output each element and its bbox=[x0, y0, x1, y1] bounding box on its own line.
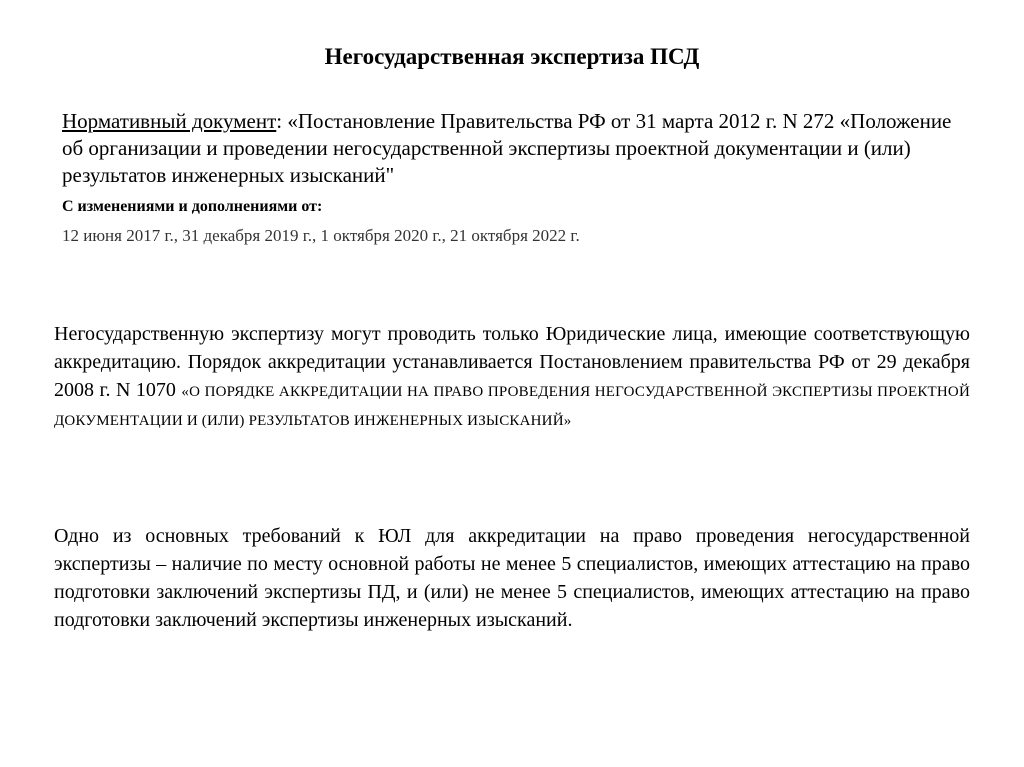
requirements-paragraph: Одно из основных требований к ЮЛ для аккредитации на право проведения негосударственной экспертизы – наличие по месту основной работы не менее 5 специалистов, имеющих аттестацию на право подготовки заключений экспертизы ПД, и (или) не менее 5 специалистов, имеющих аттестацию на право подготовки заключений экспертизы инженерных изысканий. bbox=[54, 525, 970, 631]
normative-text: «Постановление Правительства РФ от 31 марта 2012 г. N 272 «Положение об организации и проведении негосударственной экспертизы проектной документации и (или) результатов инженерных изысканий" bbox=[62, 109, 952, 187]
accreditation-text: Негосударственную экспертизу могут проводить только Юридические лица, имеющие соответствующую аккредитацию. Порядок аккредитации устанавливается Постановлением правительства РФ от 29 декабря 2008 г. N 1070 bbox=[54, 323, 970, 401]
normative-separator: : bbox=[276, 109, 288, 133]
changes-dates: 12 июня 2017 г., 31 декабря 2019 г., 1 октября 2020 г., 21 октября 2022 г. bbox=[62, 226, 580, 245]
normative-label: Нормативный документ bbox=[62, 109, 277, 133]
accreditation-paragraph bbox=[54, 320, 970, 434]
accreditation-decree-title: «О ПОРЯДКЕ АККРЕДИТАЦИИ НА ПРАВО ПРОВЕДЕНИЯ НЕГОСУДАРСТВЕННОЙ ЭКСПЕРТИЗЫ ПРОЕКТНОЙ ДОКУМЕНТАЦИИ И (ИЛИ) РЕЗУЛЬТАТОВ ИНЖЕНЕРНЫХ ИЗЫСКАНИЙ» bbox=[54, 384, 970, 429]
page-title: Негосударственная экспертиза ПСД bbox=[324, 44, 700, 69]
changes-heading: С изменениями и дополнениями от: bbox=[62, 198, 323, 215]
normative-document-block bbox=[62, 108, 962, 189]
